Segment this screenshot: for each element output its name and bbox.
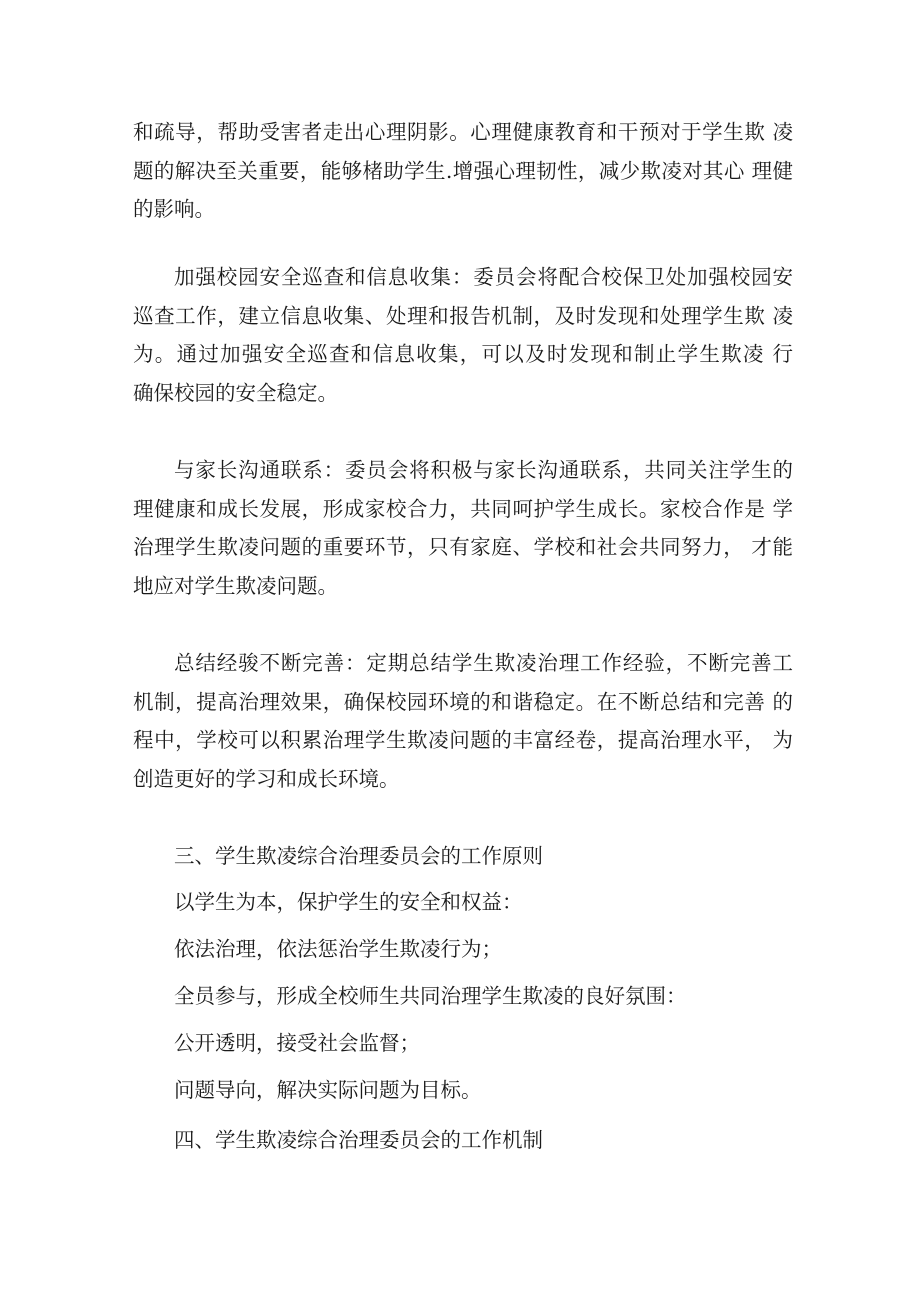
paragraph-line: 机制，提高治理效果，确保校园环境的和谐稳定。在不断总结和完善 的 <box>133 689 793 714</box>
paragraph-campus-patrol <box>133 258 793 412</box>
paragraph-line: 程中，学校可以积累治理学生欺凌问题的丰富经卷，提高治理水平， 为 <box>133 728 793 752</box>
principle-item: 以学生为本，保护学生的安全和权益： <box>174 890 523 914</box>
paragraph-psychological-support <box>133 113 793 229</box>
paragraph-line: 确保校园的安全稳定。 <box>133 380 338 405</box>
paragraph-line: 总结经骏不断完善：定期总结学生欺凌治理工作经验，不断完善工 <box>174 651 793 675</box>
paragraph-summarize-improve <box>133 644 793 798</box>
section-heading-principles: 三、学生欺凌综合治理委员会的工作原则 <box>174 844 543 868</box>
principle-item: 全员参与，形成全校师生共同治理学生欺凌的良好氛围： <box>174 984 687 1008</box>
principle-item: 问题导向，解决实际问题为目标。 <box>174 1078 482 1102</box>
section-heading-mechanism: 四、学生欺凌综合治理委员会的工作机制 <box>174 1128 543 1152</box>
paragraph-line: 与家长沟通联系：委员会将积极与家长沟通联系，共同关注学生的 <box>174 458 793 482</box>
paragraph-line: 题的解决至关重要，能够楮助学生.增强心理韧性，减少欺凌对其心 理健 <box>133 158 793 183</box>
paragraph-line: 巡查工作，建立信息收集、处理和报告机制，及时发现和处理学生欺 凌 <box>133 303 793 328</box>
paragraph-line: 创造更好的学习和成长环境。 <box>133 766 400 791</box>
paragraph-line: 和疏导，帮助受害者走出心理阴影。心理健康教育和干预对于学生欺 凌 <box>133 120 793 144</box>
paragraph-line: 的影响。 <box>133 197 215 221</box>
paragraph-line: 为。通过加强安全巡查和信息收集，可以及时发现和制止学生欺凌 行 <box>133 342 793 366</box>
principle-item: 依法治理，依法惩治学生欺凌行为； <box>174 937 502 961</box>
principle-item: 公开透明，接受社会监督； <box>174 1031 420 1055</box>
paragraph-line: 理健康和成长发展，形成家校合力，共同呵护学生成长。家校合作是 学 <box>133 496 793 521</box>
paragraph-line: 治理学生欺凌问题的重要环节，只有家庭、学校和社会共同努力， 才能 <box>133 535 793 559</box>
paragraph-line: 加强校园安全巡查和信息收集：委员会将配合校保卫处加强校园安 <box>174 265 793 289</box>
paragraph-line: 地应对学生欺凌问题。 <box>133 573 338 598</box>
paragraph-parent-communication <box>133 451 793 605</box>
